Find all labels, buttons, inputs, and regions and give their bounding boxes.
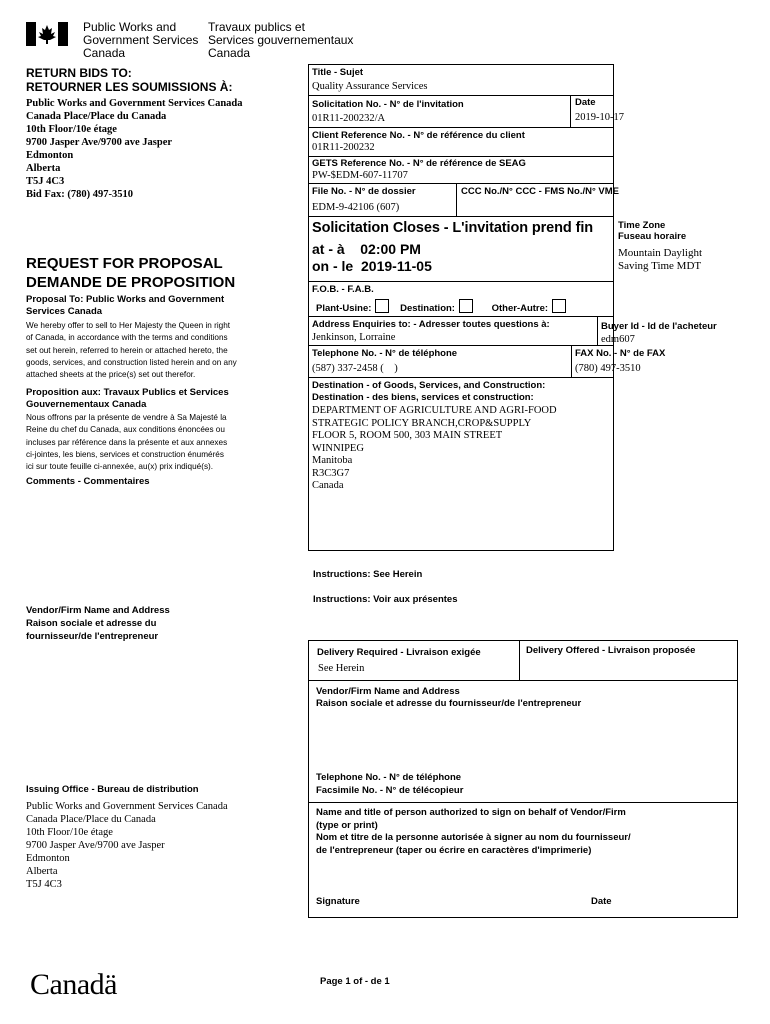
closes-title: Solicitation Closes - L'invitation prend fin: [312, 220, 594, 236]
destination-checkbox[interactable]: [459, 299, 473, 313]
ccc-label: CCC No./N° CCC - FMS No./N° VME: [461, 186, 620, 197]
vendor-phone-label: Telephone No. - N° de téléphone Facsimile No. - N° de télécopieur: [316, 772, 464, 796]
instructions-fr: Instructions: Voir aux présentes: [313, 594, 458, 605]
return-bids-address: Public Works and Government Services Canada Canada Place/Place du Canada 10th Floor/10e étage 9700 Jasper Ave/9700 ave Jasper Edmonton Alberta T5J 4C3 Bid Fax: (780) 497-3510: [26, 98, 243, 200]
instructions-en: Instructions: See Herein: [313, 569, 423, 580]
authorized-person-label: Name and title of person authorized to sign on behalf of Vendor/Firm (type or print) Nom et titre de la personne autorisée à signer au nom du fournisseur/ de l'entrepreneur (taper ou écrire en caractères d'imprimerie): [316, 807, 631, 856]
rfp-title: REQUEST FOR PROPOSAL DEMANDE DE PROPOSITION: [26, 255, 236, 291]
other-checkbox[interactable]: [552, 299, 566, 313]
time-zone-label: Time Zone Fuseau horaire: [618, 220, 687, 242]
date-label: Date: [575, 97, 596, 108]
title-label: Title - Sujet: [312, 67, 364, 78]
fob-label: F.O.B. - F.A.B.: [312, 284, 374, 295]
vendor-firm-label: Vendor/Firm Name and Address Raison sociale et adresse du fournisseur/de l'entrepreneur: [316, 686, 582, 709]
gets-label: GETS Reference No. - N° de référence de SEAG: [312, 158, 526, 169]
destination-label: Destination - of Goods, Services, and Construction: Destination - des biens, services et construction:: [312, 380, 546, 403]
closing-time: at - à 02:00 PM: [312, 241, 421, 257]
phone-label: Telephone No. - N° de téléphone: [312, 348, 458, 359]
fax-value: (780) 497-3510: [575, 363, 641, 374]
title-value: Quality Assurance Services: [312, 81, 428, 92]
enquiries-label: Address Enquiries to: - Adresser toutes questions à:: [312, 319, 550, 330]
department-name-fr: Travaux publics et Services gouvernementaux Canada: [208, 20, 354, 60]
delivery-required-label: Delivery Required - Livraison exigée: [317, 647, 481, 658]
offer-text-en: We hereby offer to sell to Her Majesty the Queen in right of Canada, in accordance with the terms and conditions set out herein, referred to herein or attached hereto, the goods, services, and construction listed herein and on any attached sheets at the price(s) set out therefor.: [26, 321, 237, 380]
enquiries-value: Jenkinson, Lorraine: [312, 332, 396, 343]
gets-value: PW-$EDM-607-11707: [312, 170, 408, 181]
canada-wordmark: Canadä: [30, 968, 117, 1001]
plant-checkbox[interactable]: [375, 299, 389, 313]
fax-label: FAX No. - N° de FAX: [575, 348, 666, 359]
date-value: 2019-10-17: [575, 112, 624, 123]
issuing-office-address: Public Works and Government Services Canada Canada Place/Place du Canada 10th Floor/10e étage 9700 Jasper Ave/9700 ave Jasper Edmonton Alberta T5J 4C3: [26, 801, 228, 890]
offer-text-fr: Nous offrons par la présente de vendre à Sa Majesté la Reine du chef du Canada, aux conditions énoncées ou incluses par référence dans la présente et aux annexes ci-jointes, les biens, services et construction énumérés ici sur toute feuille ci-annexée, au(x) prix indiqué(s).: [26, 413, 228, 472]
time-zone-value: Mountain Daylight Saving Time MDT: [618, 247, 703, 272]
page-number: Page 1 of - de 1: [320, 976, 390, 987]
solicitation-value: 01R11-200232/A: [312, 113, 386, 124]
proposal-to: Proposal To: Public Works and Government Services Canada: [26, 294, 225, 317]
buyer-label: Buyer Id - Id de l'acheteur: [601, 321, 717, 332]
client-ref-label: Client Reference No. - N° de référence du client: [312, 130, 525, 141]
return-bids-title: RETURN BIDS TO: RETOURNER LES SOUMISSIONS À:: [26, 66, 233, 94]
fob-options: Plant-Usine: Destination: Other-Autre:: [316, 299, 574, 314]
signature-label: Signature: [316, 896, 360, 907]
file-label: File No. - N° de dossier: [312, 186, 416, 197]
file-value: EDM-9-42106 (607): [312, 202, 400, 213]
proposition-aux: Proposition aux: Travaux Publics et Services Gouvernementaux Canada: [26, 387, 229, 410]
destination-address: DEPARTMENT OF AGRICULTURE AND AGRI-FOOD STRATEGIC POLICY BRANCH,CROP&SUPPLY FLOOR 5, ROOM 500, 303 MAIN STREET WINNIPEG Manitoba R3C3G7 Canada: [312, 405, 557, 491]
delivery-offered-label: Delivery Offered - Livraison proposée: [526, 645, 696, 656]
closing-date: on - le 2019-11-05: [312, 258, 432, 274]
canada-flag-icon: [26, 22, 68, 46]
department-name-en: Public Works and Government Services Canada: [83, 20, 199, 60]
signature-date-label: Date: [591, 896, 612, 907]
buyer-value: edm607: [601, 334, 635, 345]
vendor-left-label: Vendor/Firm Name and Address Raison sociale et adresse du fournisseur/de l'entrepreneur: [26, 605, 170, 642]
comments-label: Comments - Commentaires: [26, 476, 150, 487]
delivery-required-value: See Herein: [318, 663, 365, 674]
client-ref-value: 01R11-200232: [312, 142, 375, 153]
solicitation-label: Solicitation No. - N° de l'invitation: [312, 99, 464, 110]
phone-value: (587) 337-2458 ( ): [312, 363, 398, 374]
issuing-office-title: Issuing Office - Bureau de distribution: [26, 784, 199, 795]
